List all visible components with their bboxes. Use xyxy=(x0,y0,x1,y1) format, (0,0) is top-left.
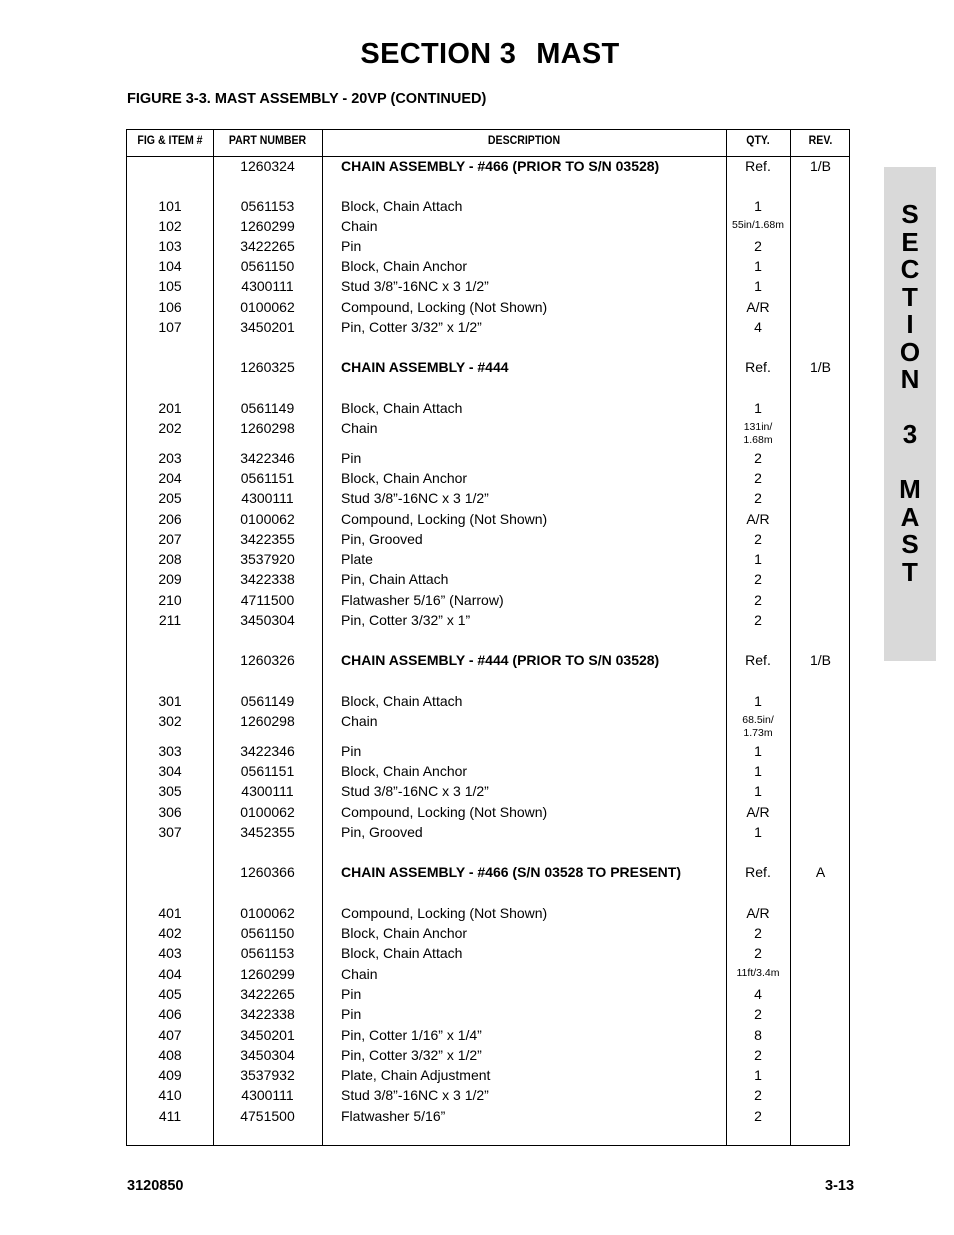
part-number-cell: 0561149 xyxy=(240,693,295,709)
description-cell: Pin, Cotter 3/32” x 1” xyxy=(341,612,471,628)
side-tab-letter: M xyxy=(899,474,921,504)
description-cell: Plate xyxy=(341,551,373,567)
quantity-cell: 2 xyxy=(754,945,762,961)
item-number-cell: 304 xyxy=(158,763,182,779)
description-cell: Stud 3/8”-16NC x 3 1/2” xyxy=(341,1087,489,1103)
item-number-cell: 301 xyxy=(158,693,182,709)
quantity-cell xyxy=(726,421,790,447)
quantity-cell: 1 xyxy=(754,551,762,567)
description-cell: Flatwasher 5/16” (Narrow) xyxy=(341,592,504,608)
side-tab-letter: N xyxy=(900,364,920,394)
part-number-cell: 3450304 xyxy=(240,1047,295,1063)
description-cell: Stud 3/8”-16NC x 3 1/2” xyxy=(341,783,489,799)
quantity-cell: A/R xyxy=(746,804,770,820)
description-cell: Stud 3/8”-16NC x 3 1/2” xyxy=(341,490,489,506)
quantity-line: 1.68m xyxy=(743,434,773,446)
item-number-cell: 207 xyxy=(158,531,182,547)
quantity-cell: Ref. xyxy=(745,864,771,880)
item-number-cell: 210 xyxy=(158,592,182,608)
description-cell: Compound, Locking (Not Shown) xyxy=(341,804,548,820)
description-cell: Block, Chain Anchor xyxy=(341,470,468,486)
quantity-cell: 1 xyxy=(754,824,762,840)
part-number-cell: 3452355 xyxy=(240,824,295,840)
quantity-cell: A/R xyxy=(746,511,770,527)
side-tab-letter xyxy=(884,449,936,477)
item-number-cell: 403 xyxy=(158,945,182,961)
part-number-cell: 1260366 xyxy=(240,864,295,880)
quantity-cell: 2 xyxy=(754,1087,762,1103)
item-number-cell: 401 xyxy=(158,905,182,921)
section-title-left: SECTION 3 xyxy=(360,38,517,70)
side-tab-letter: I xyxy=(906,309,914,339)
quantity-cell: 2 xyxy=(754,531,762,547)
description-cell: Chain xyxy=(341,420,378,436)
quantity-cell: 2 xyxy=(754,592,762,608)
item-number-cell: 211 xyxy=(158,612,182,628)
description-cell: Stud 3/8”-16NC x 3 1/2” xyxy=(341,278,489,294)
item-number-cell: 205 xyxy=(158,490,182,506)
quantity-cell: 8 xyxy=(754,1027,762,1043)
description-cell: Pin xyxy=(341,238,362,254)
description-cell: Block, Chain Attach xyxy=(341,945,463,961)
description-cell: Block, Chain Attach xyxy=(341,198,463,214)
side-tab-letter: A xyxy=(900,501,920,532)
quantity-cell: 1 xyxy=(754,400,762,416)
item-number-cell: 102 xyxy=(158,218,182,234)
item-number-cell: 302 xyxy=(158,713,182,729)
revision-cell: 1/B xyxy=(809,652,831,668)
item-number-cell: 402 xyxy=(158,925,182,941)
item-number-cell: 407 xyxy=(158,1027,182,1043)
part-number-cell: 4300111 xyxy=(241,278,294,294)
item-number-cell: 204 xyxy=(158,470,182,486)
quantity-cell: 2 xyxy=(754,1108,762,1124)
part-number-cell: 1260325 xyxy=(240,359,295,375)
quantity-line: 131in/ xyxy=(743,421,773,433)
part-number-cell: 0561151 xyxy=(240,763,295,779)
part-number-cell: 1260298 xyxy=(240,713,295,729)
part-number-cell: 3422355 xyxy=(240,531,295,547)
item-number-cell: 101 xyxy=(158,198,182,214)
description-cell: CHAIN ASSEMBLY - #444 (PRIOR TO S/N 03528) xyxy=(341,652,660,668)
part-number-cell: 4751500 xyxy=(240,1108,295,1124)
part-number-cell: 0561150 xyxy=(240,925,295,941)
quantity-cell: 2 xyxy=(754,490,762,506)
side-tab-letter: E xyxy=(901,226,919,257)
part-number-cell: 4711500 xyxy=(240,592,295,608)
description-cell: Pin xyxy=(341,986,362,1002)
header-description: DESCRIPTION xyxy=(487,133,561,147)
description-cell: Compound, Locking (Not Shown) xyxy=(341,905,548,921)
description-cell: Block, Chain Anchor xyxy=(341,258,468,274)
description-cell: Compound, Locking (Not Shown) xyxy=(341,511,548,527)
description-cell: Pin xyxy=(341,743,362,759)
revision-cell: 1/B xyxy=(809,158,831,174)
description-cell: Pin, Grooved xyxy=(341,824,423,840)
description-cell: Flatwasher 5/16” xyxy=(341,1108,446,1124)
item-number-cell: 203 xyxy=(158,450,182,466)
description-cell: Pin, Cotter 3/32” x 1/2” xyxy=(341,1047,482,1063)
description-cell: Pin, Chain Attach xyxy=(341,571,449,587)
quantity-cell: 2 xyxy=(754,612,762,628)
description-cell: Pin xyxy=(341,450,362,466)
quantity-cell xyxy=(726,714,790,740)
description-cell: CHAIN ASSEMBLY - #444 xyxy=(341,359,509,375)
description-cell: Block, Chain Anchor xyxy=(341,763,468,779)
part-number-cell: 3537920 xyxy=(240,551,295,567)
description-cell: Chain xyxy=(341,713,378,729)
part-number-cell: 4300111 xyxy=(241,490,294,506)
item-number-cell: 107 xyxy=(158,319,182,335)
quantity-cell: 2 xyxy=(754,450,762,466)
revision-cell: 1/B xyxy=(809,359,831,375)
quantity-cell: 1 xyxy=(754,1067,762,1083)
part-number-cell: 0561153 xyxy=(240,945,295,961)
side-tab-letter: T xyxy=(902,281,918,312)
part-number-cell: 0100062 xyxy=(240,299,295,315)
item-number-cell: 409 xyxy=(158,1067,182,1083)
item-number-cell: 411 xyxy=(158,1108,182,1124)
description-cell: Plate, Chain Adjustment xyxy=(341,1067,491,1083)
description-cell: Block, Chain Attach xyxy=(341,693,463,709)
part-number-cell: 3422338 xyxy=(240,1006,295,1022)
description-cell: Block, Chain Attach xyxy=(341,400,463,416)
part-number-cell: 3422346 xyxy=(240,450,295,466)
quantity-cell: 4 xyxy=(754,319,762,335)
item-number-cell: 406 xyxy=(158,1006,182,1022)
quantity-cell: 2 xyxy=(754,571,762,587)
part-number-cell: 1260326 xyxy=(240,652,295,668)
part-number-cell: 3537932 xyxy=(240,1067,295,1083)
part-number-cell: 3450201 xyxy=(240,1027,295,1043)
quantity-cell: 4 xyxy=(754,986,762,1002)
section-title-right: MAST xyxy=(536,38,620,70)
header-item: FIG & ITEM # xyxy=(137,133,203,147)
quantity-cell: 2 xyxy=(754,1047,762,1063)
part-number-cell: 3422346 xyxy=(240,743,295,759)
quantity-cell: 1 xyxy=(754,693,762,709)
side-tab-letter: 3 xyxy=(902,419,918,449)
item-number-cell: 206 xyxy=(158,511,182,527)
section-side-tab xyxy=(884,167,936,661)
item-number-cell: 404 xyxy=(158,966,182,982)
column-divider xyxy=(790,129,791,1146)
page-title xyxy=(0,38,954,71)
part-number-cell: 4300111 xyxy=(241,1087,294,1103)
quantity-cell: 2 xyxy=(754,238,762,254)
part-number-cell: 3422265 xyxy=(240,986,295,1002)
item-number-cell: 410 xyxy=(158,1087,182,1103)
quantity-cell: 1 xyxy=(754,198,762,214)
item-number-cell: 306 xyxy=(158,804,182,820)
description-cell: Chain xyxy=(341,966,378,982)
item-number-cell: 105 xyxy=(158,278,182,294)
part-number-cell: 1260299 xyxy=(240,966,295,982)
part-number-cell: 1260299 xyxy=(240,218,295,234)
part-number-cell: 0561150 xyxy=(240,258,295,274)
item-number-cell: 209 xyxy=(158,571,182,587)
side-tab-letter: T xyxy=(902,556,918,587)
description-cell: Chain xyxy=(341,218,378,234)
description-cell: CHAIN ASSEMBLY - #466 (PRIOR TO S/N 03528) xyxy=(341,158,660,174)
item-number-cell: 202 xyxy=(158,420,182,436)
item-number-cell: 208 xyxy=(158,551,182,567)
header-qty: QTY. xyxy=(746,133,770,147)
item-number-cell: 405 xyxy=(158,986,182,1002)
column-divider xyxy=(322,129,323,1146)
quantity-cell: 2 xyxy=(754,1006,762,1022)
quantity-cell: 1 xyxy=(754,258,762,274)
description-cell: Pin, Grooved xyxy=(341,531,423,547)
side-tab-letter: O xyxy=(899,336,921,367)
item-number-cell: 303 xyxy=(158,743,182,759)
item-number-cell: 307 xyxy=(158,824,182,840)
part-number-cell: 0561153 xyxy=(240,198,295,214)
quantity-cell: 2 xyxy=(754,470,762,486)
quantity-cell: 1 xyxy=(754,783,762,799)
header-rev: REV. xyxy=(808,133,833,147)
part-number-cell: 0561149 xyxy=(240,400,295,416)
revision-cell: A xyxy=(815,864,826,880)
item-number-cell: 106 xyxy=(158,299,182,315)
item-number-cell: 305 xyxy=(158,783,182,799)
quantity-line: 68.5in/ xyxy=(742,714,774,726)
part-number-cell: 0100062 xyxy=(240,905,295,921)
quantity-cell: A/R xyxy=(746,299,770,315)
quantity-cell: Ref. xyxy=(745,158,771,174)
description-cell: Compound, Locking (Not Shown) xyxy=(341,299,548,315)
description-cell: Block, Chain Anchor xyxy=(341,925,468,941)
part-number-cell: 0100062 xyxy=(240,511,295,527)
quantity-cell: 1 xyxy=(754,278,762,294)
part-number-cell: 1260324 xyxy=(240,158,295,174)
quantity-line: 1.73m xyxy=(743,727,773,739)
document-number: 3120850 xyxy=(127,1178,184,1194)
quantity-cell: A/R xyxy=(746,905,770,921)
quantity-cell: Ref. xyxy=(745,359,771,375)
part-number-cell: 0561151 xyxy=(240,470,295,486)
quantity-cell: 2 xyxy=(754,925,762,941)
side-tab-letter: S xyxy=(901,199,919,229)
part-number-cell: 3422338 xyxy=(240,571,295,587)
side-tab-letter: C xyxy=(900,254,920,284)
description-cell: CHAIN ASSEMBLY - #466 (S/N 03528 TO PRESENT) xyxy=(341,864,681,880)
part-number-cell: 1260298 xyxy=(240,420,295,436)
item-number-cell: 103 xyxy=(158,238,182,254)
header-part-number: PART NUMBER xyxy=(228,133,307,147)
item-number-cell: 201 xyxy=(158,400,182,416)
item-number-cell: 408 xyxy=(158,1047,182,1063)
quantity-cell: Ref. xyxy=(745,652,771,668)
page-number: 3-13 xyxy=(825,1178,855,1194)
side-tab-letter xyxy=(884,394,936,422)
quantity-cell: 11ft/3.4m xyxy=(736,967,780,979)
description-cell: Pin xyxy=(341,1006,362,1022)
quantity-cell: 55in/1.68m xyxy=(732,219,784,231)
quantity-cell: 1 xyxy=(754,763,762,779)
part-number-cell: 3450201 xyxy=(240,319,295,335)
part-number-cell: 4300111 xyxy=(241,783,294,799)
quantity-cell: 1 xyxy=(754,743,762,759)
item-number-cell: 104 xyxy=(158,258,182,274)
part-number-cell: 3422265 xyxy=(240,238,295,254)
part-number-cell: 3450304 xyxy=(240,612,295,628)
figure-caption: FIGURE 3-3. MAST ASSEMBLY - 20VP (CONTINUED) xyxy=(127,91,487,107)
description-cell: Pin, Cotter 1/16” x 1/4” xyxy=(341,1027,482,1043)
side-tab-letter: S xyxy=(901,529,919,559)
part-number-cell: 0100062 xyxy=(240,804,295,820)
description-cell: Pin, Cotter 3/32” x 1/2” xyxy=(341,319,482,335)
